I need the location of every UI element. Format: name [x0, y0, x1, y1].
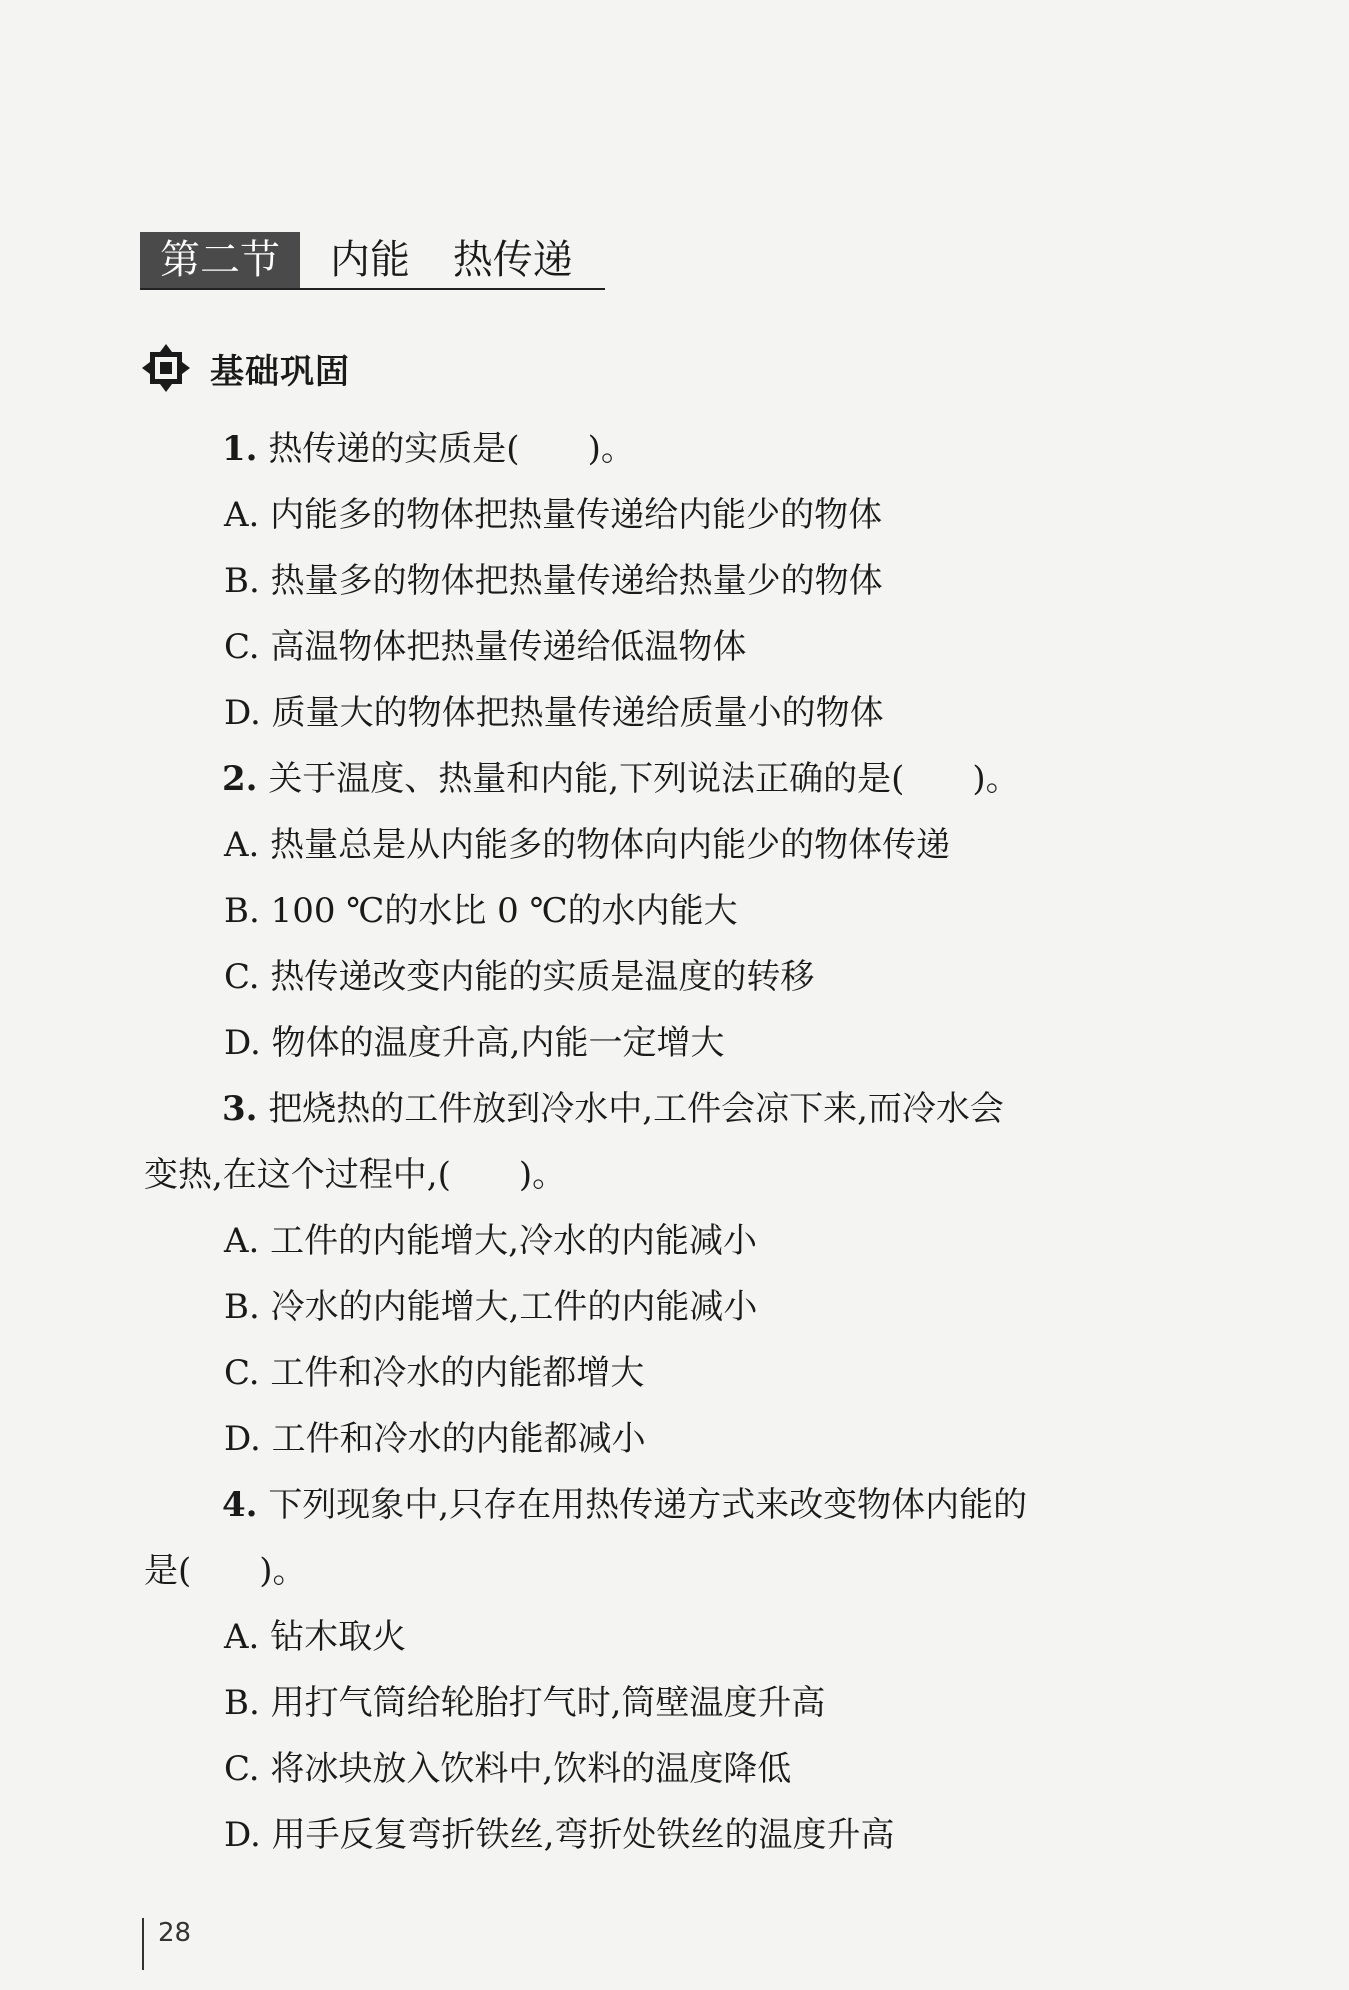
section-badge: 第二节: [140, 232, 300, 288]
question-text: 关于温度、热量和内能,下列说法正确的是( )。: [268, 759, 1020, 799]
question-4-stem-cont: 是( )。: [144, 1551, 307, 1591]
option-2a: A. 热量总是从内能多的物体向内能少的物体传递: [224, 825, 951, 865]
option-1d: D. 质量大的物体把热量传递给质量小的物体: [224, 693, 884, 733]
section-title: 内能 热传递: [330, 237, 573, 283]
question-text: 下列现象中,只存在用热传递方式来改变物体内能的: [268, 1485, 1028, 1525]
subsection-title: 基础巩固: [210, 351, 350, 392]
option-4a: A. 钻木取火: [224, 1617, 407, 1657]
question-number: 1.: [222, 429, 258, 469]
option-1b: B. 热量多的物体把热量传递给热量少的物体: [224, 561, 883, 601]
subsection-heading: [140, 340, 350, 396]
section-header: [140, 232, 605, 290]
question-3-stem-cont: 变热,在这个过程中,( )。: [144, 1155, 567, 1195]
footer-divider: [142, 1918, 144, 1970]
question-1-stem: [222, 428, 635, 470]
option-3b: B. 冷水的内能增大,工件的内能减小: [224, 1287, 758, 1327]
diamond-badge-icon: [140, 342, 192, 394]
option-2b: B. 100 ℃的水比 0 ℃的水内能大: [224, 891, 738, 931]
question-4-stem: [222, 1484, 1027, 1526]
option-1a: A. 内能多的物体把热量传递给内能少的物体: [224, 495, 883, 535]
option-2c: C. 热传递改变内能的实质是温度的转移: [224, 957, 815, 997]
page-number: 28: [158, 1918, 192, 1948]
question-number: 2.: [222, 759, 258, 799]
question-3-stem: [222, 1088, 1004, 1130]
option-1c: C. 高温物体把热量传递给低温物体: [224, 627, 747, 667]
option-3a: A. 工件的内能增大,冷水的内能减小: [224, 1221, 757, 1261]
option-3d: D. 工件和冷水的内能都减小: [224, 1419, 646, 1459]
option-4d: D. 用手反复弯折铁丝,弯折处铁丝的温度升高: [224, 1815, 895, 1855]
option-3c: C. 工件和冷水的内能都增大: [224, 1353, 645, 1393]
option-4b: B. 用打气筒给轮胎打气时,筒壁温度升高: [224, 1683, 826, 1723]
option-2d: D. 物体的温度升高,内能一定增大: [224, 1023, 725, 1063]
option-4c: C. 将冰块放入饮料中,饮料的温度降低: [224, 1749, 792, 1789]
question-number: 4.: [222, 1485, 258, 1525]
question-text: 热传递的实质是( )。: [268, 429, 635, 469]
question-2-stem: [222, 758, 1020, 800]
question-number: 3.: [222, 1089, 258, 1129]
question-text: 把烧热的工件放到冷水中,工件会凉下来,而冷水会: [268, 1089, 1004, 1129]
